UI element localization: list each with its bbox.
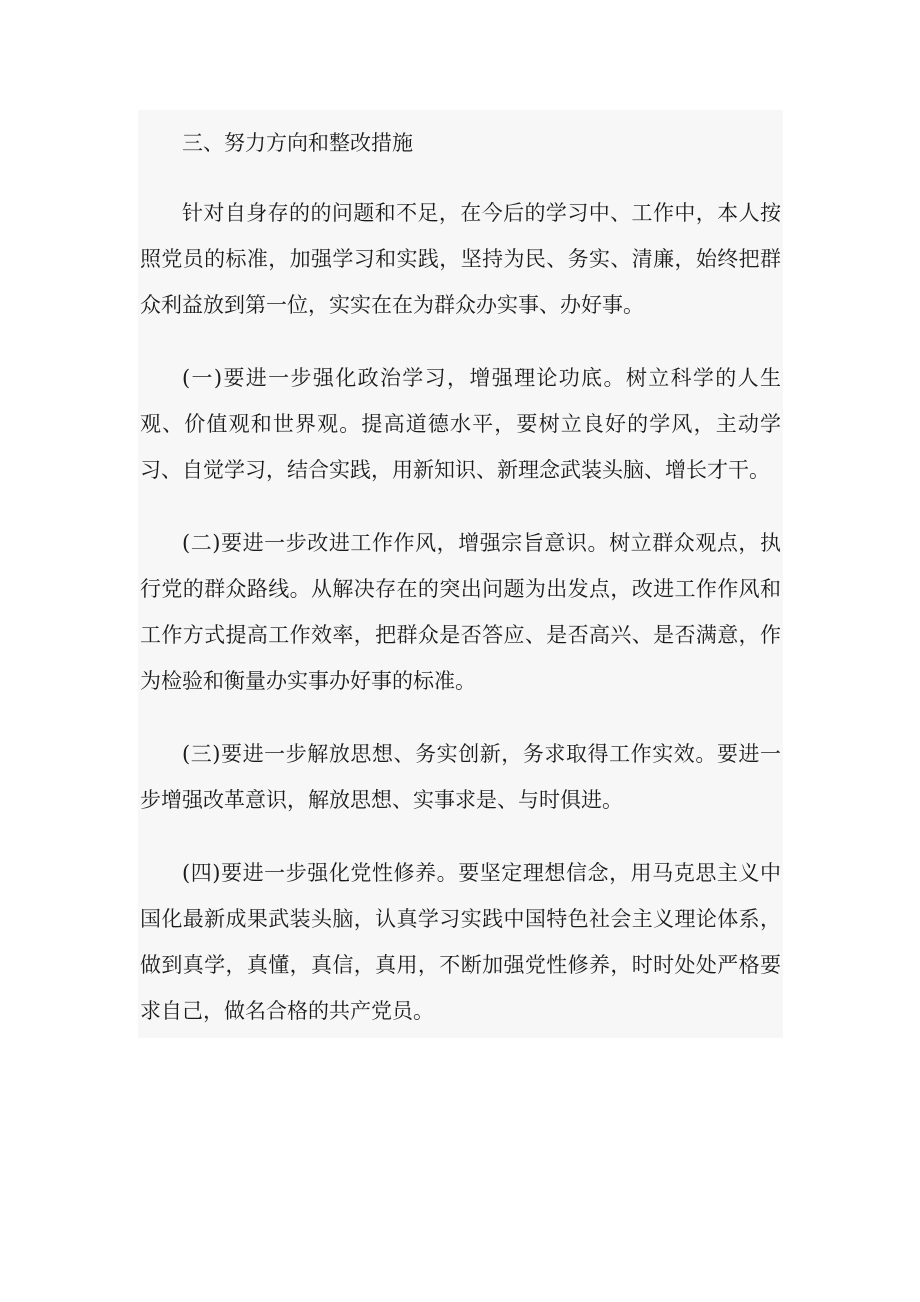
paragraph-measure-4: (四)要进一步强化党性修养。要坚定理想信念，用马克思主义中国化最新成果武装头脑，认真学习实践中国特色社会主义理论体系，做到真学，真懂，真信，真用，不断加强党性修养，时时处处严格要求自己，做名合格的共产党员。 [140,861,781,1023]
paragraph-measure-2: (二)要进一步改进工作作风，增强宗旨意识。树立群众观点，执行党的群众路线。从解决存在的突出问题为出发点，改进工作作风和工作方式提高工作效率，把群众是否答应、是否高兴、是否满意，作为检验和衡量办实事办好事的标准。 [140,531,781,693]
paragraph-measure-3: (三)要进一步解放思想、务实创新，务求取得工作实效。要进一步增强改革意识，解放思想、实事求是、与时俱进。 [140,742,781,812]
section-heading: 三、努力方向和整改措施 [182,131,413,155]
paragraph-intro: 针对自身存的的问题和不足，在今后的学习中、工作中，本人按照党员的标准，加强学习和实践，坚持为民、务实、清廉，始终把群众利益放到第一位，实实在在为群众办实事、办好事。 [140,201,781,317]
document-text-block [138,110,783,1038]
paragraph-measure-1: (一)要进一步强化政治学习，增强理论功底。树立科学的人生观、价值观和世界观。提高道德水平，要树立良好的学风，主动学习、自觉学习，结合实践，用新知识、新理念武装头脑、增长才干。 [140,366,781,482]
